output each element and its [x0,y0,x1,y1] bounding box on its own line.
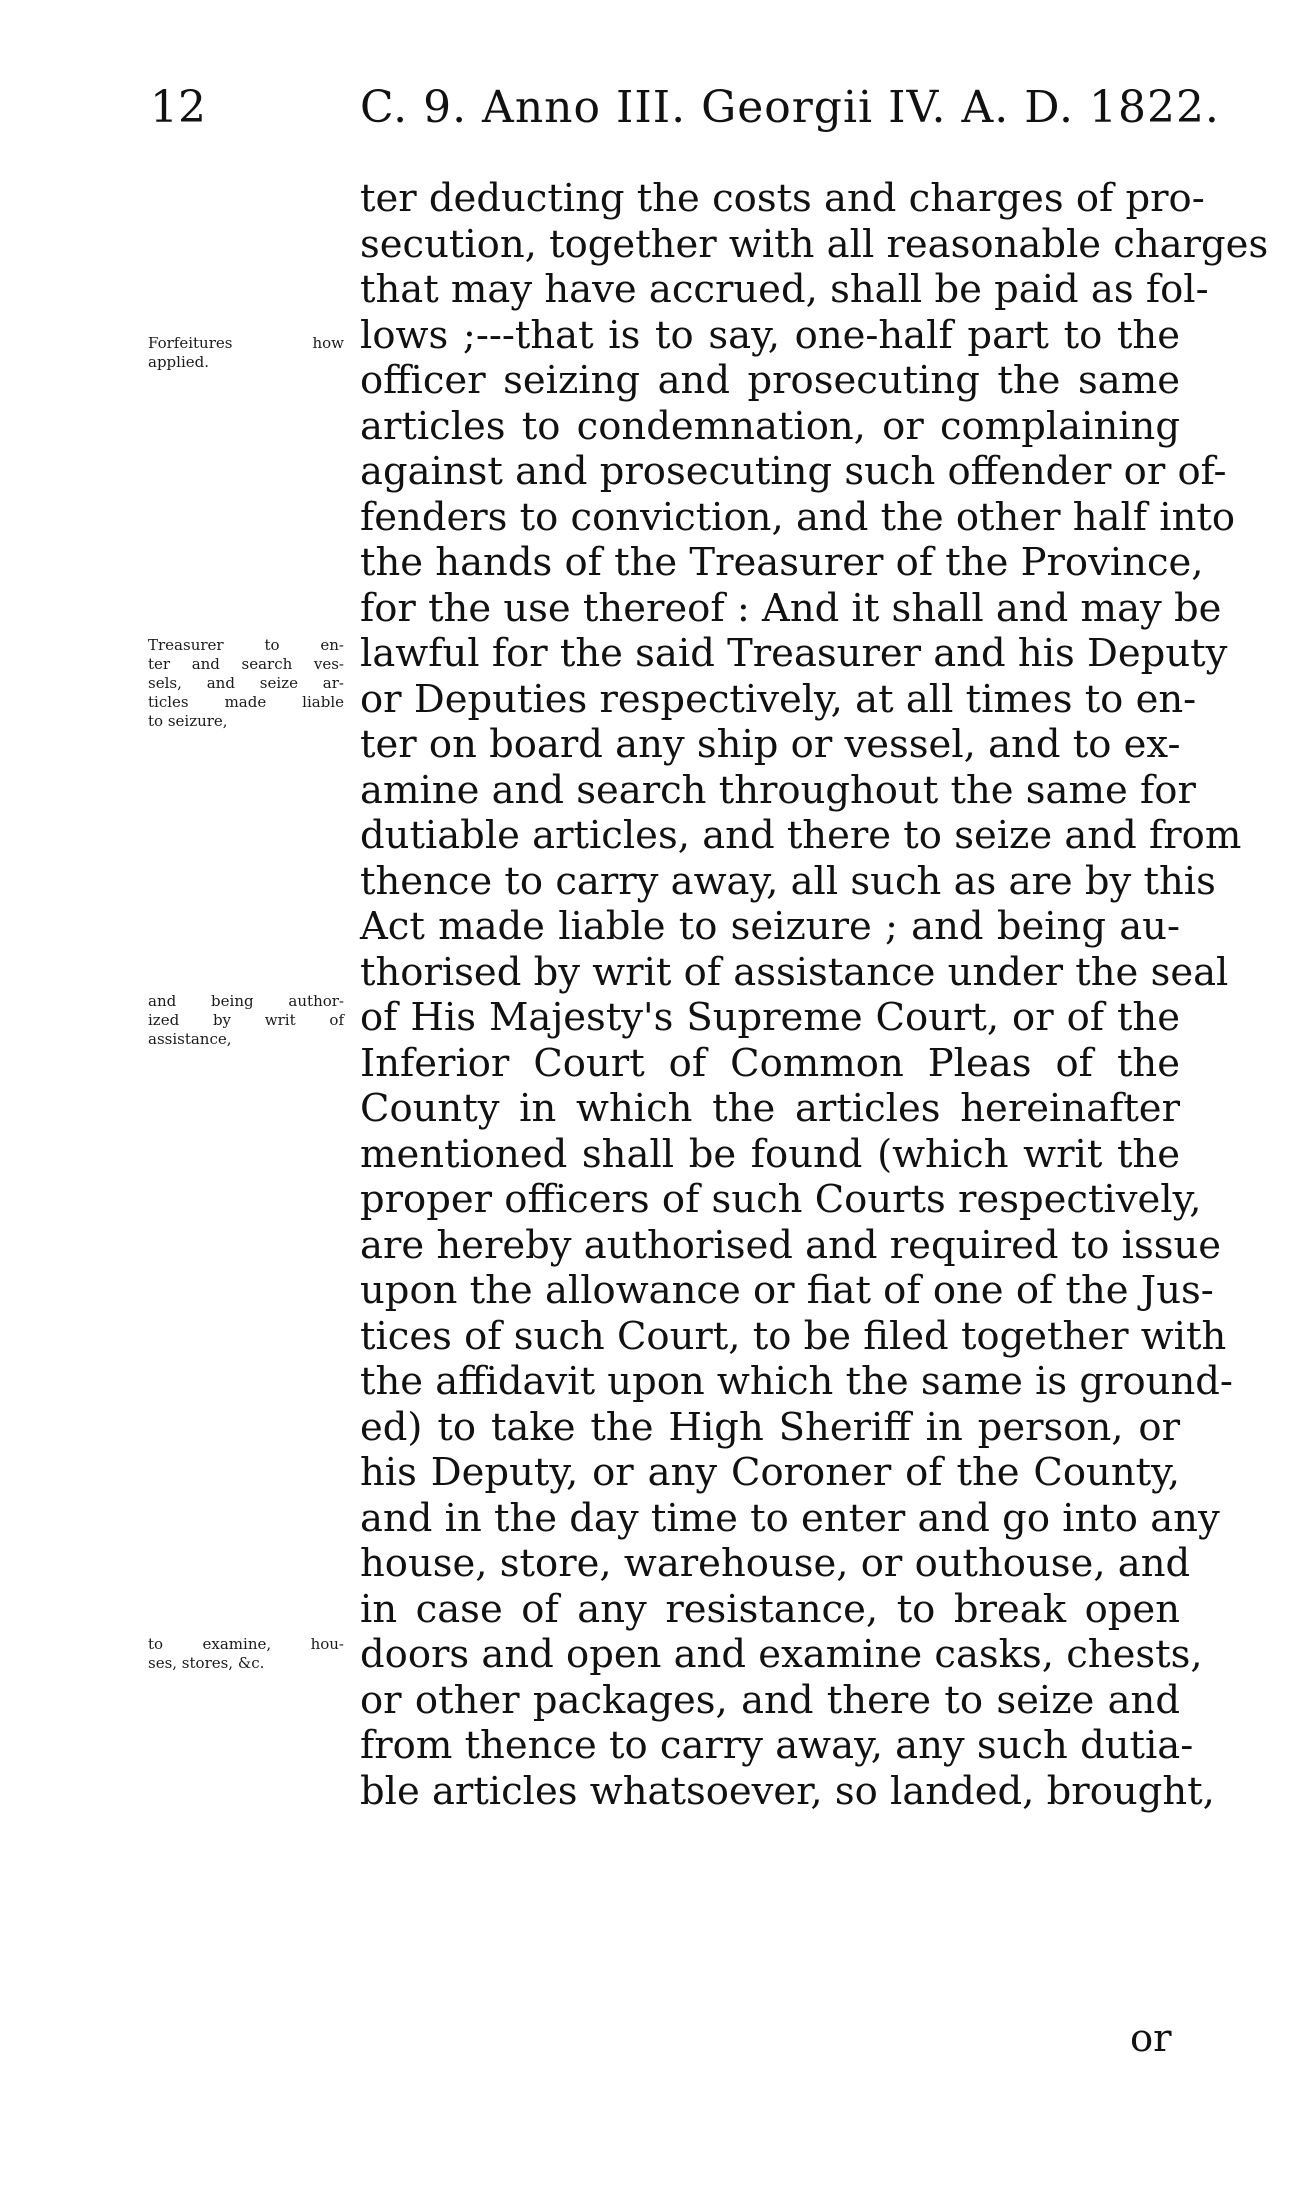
text-line: fenders to conviction, and the other half into [360,494,1236,540]
text-line: lows ;---that is to say, one-half part to the [360,312,1180,358]
text-line: doors and open and examine casks, chests, [360,1632,1203,1677]
text-line: for the use thereof : And it shall and may be [360,585,1222,631]
catchword: or [1130,2016,1172,2061]
text-line: ble articles whatsoever, so landed, brought, [360,1768,1215,1814]
margin-note-line: applied. [148,353,209,371]
text-line: and in the day time to enter and go into any [360,1495,1220,1541]
margin-note-line: ter and search ves- [148,655,344,673]
text-line: secution, together with all reasonable charges [360,221,1269,267]
page-number: 12 [150,82,206,133]
body-text [360,176,1269,1814]
margin-note-line: ized by writ of [148,1011,344,1029]
margin-note-line: assistance, [148,1030,232,1048]
text-line: mentioned shall be found (which writ the [360,1131,1180,1177]
margin-note-line: to seizure, [148,712,228,730]
margin-note-examine [148,1635,344,1673]
text-line: Inferior Court of Common Pleas of the [360,1040,1180,1086]
margin-note-line: ses, stores, &c. [148,1654,265,1672]
running-title: C. 9. Anno III. Georgii IV. A. D. 1822. [360,82,1220,133]
margin-note-line: Treasurer to en- [148,636,344,654]
text-line: the hands of the Treasurer of the Province, [360,540,1204,585]
text-line: in case of any resistance, to break open [360,1586,1180,1632]
margin-note-line: to examine, hou- [148,1635,344,1653]
margin-note-treasurer [148,636,344,731]
margin-note-writ [148,992,344,1049]
text-line: ed) to take the High Sheriff in person, or [360,1404,1180,1450]
text-line: dutiable articles, and there to seize and from [360,813,1242,858]
text-line: of His Majesty's Supreme Court, or of the [360,995,1180,1040]
margin-note-line: Forfeitures how [148,334,344,352]
text-line: that may have accrued, shall be paid as fol- [360,267,1209,312]
text-line: or other packages, and there to seize and [360,1677,1180,1723]
margin-note-line: ticles made liable [148,693,344,711]
text-line: proper officers of such Courts respectively, [360,1177,1202,1222]
text-line: ter on board any ship or vessel, and to ex- [360,722,1181,767]
text-line: his Deputy, or any Coroner of the County, [360,1450,1180,1495]
text-line: Act made liable to seizure ; and being au- [360,904,1180,949]
margin-note-forfeitures [148,334,344,372]
text-line: upon the allowance or fiat of one of the Jus- [360,1268,1214,1313]
text-line: house, store, warehouse, or outhouse, and [360,1541,1191,1586]
margin-note-line: sels, and seize ar- [148,674,344,692]
text-line: ter deducting the costs and charges of pro- [360,176,1205,221]
text-line: are hereby authorised and required to issue [360,1222,1222,1268]
text-line: thorised by writ of assistance under the seal [360,949,1229,995]
text-line: thence to carry away, all such as are by this [360,858,1216,904]
text-line: tices of such Court, to be filed together with [360,1313,1227,1359]
text-line: lawful for the said Treasurer and his Deputy [360,631,1228,676]
text-line: or Deputies respectively, at all times to en- [360,676,1197,722]
text-line: County in which the articles hereinafter [360,1086,1180,1131]
text-line: against and prosecuting such offender or of- [360,449,1227,494]
text-line: officer seizing and prosecuting the same [360,358,1180,403]
text-line: from thence to carry away, any such dutia- [360,1723,1194,1768]
text-line: amine and search throughout the same for [360,767,1196,813]
page-header [150,82,1220,142]
margin-note-line: and being author- [148,992,344,1010]
text-line: the affidavit upon which the same is ground- [360,1359,1233,1404]
text-line: articles to condemnation, or complaining [360,403,1180,449]
